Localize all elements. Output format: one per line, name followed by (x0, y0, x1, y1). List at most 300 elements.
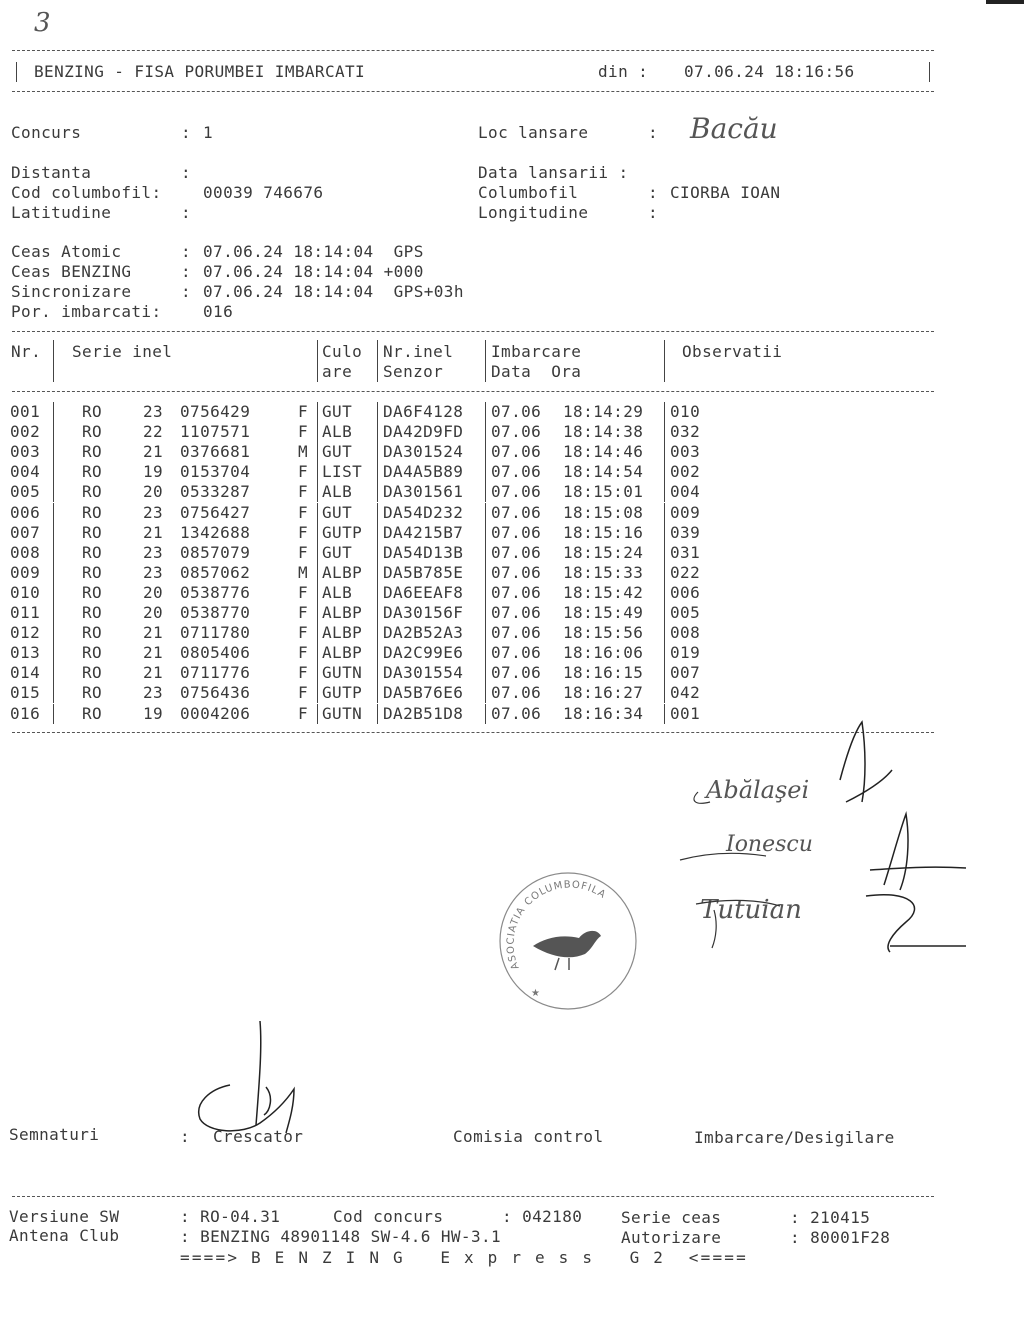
cell-an: 23 (143, 402, 164, 421)
cell-data: 07.06 (491, 462, 542, 482)
cell-sex: F (298, 422, 309, 442)
cell-tara: RO (82, 623, 103, 643)
versiune-sw-label: Versiune SW (9, 1207, 120, 1226)
col-separator (53, 643, 54, 663)
cell-nr: 006 (10, 502, 41, 522)
col-imbarcare-header-1: Imbarcare (491, 342, 582, 361)
serie-ceas-value: : 210415 (790, 1208, 871, 1227)
cell-culoare: ALB (322, 422, 353, 442)
cell-ora: 18:16:06 (563, 643, 644, 663)
cell-inel: 0153704 (180, 462, 251, 482)
cell-nr: 008 (10, 542, 41, 562)
cell-ora: 18:15:49 (563, 603, 644, 622)
col-separator (53, 563, 54, 583)
cell-ora: 18:14:54 (563, 462, 644, 482)
cell-culoare: ALBP (322, 603, 363, 622)
cell-sex: F (298, 683, 309, 703)
cell-senzor: DA54D13B (383, 542, 464, 562)
scan-edge-mark (986, 0, 1024, 4)
cod-columbofil-label: Cod columbofil: (11, 183, 162, 202)
col-separator (53, 583, 54, 603)
cell-an: 19 (143, 462, 164, 482)
cell-ora: 18:15:08 (563, 502, 644, 522)
header-top-rule (12, 50, 934, 51)
cell-an: 23 (143, 502, 164, 522)
cell-sex: M (298, 442, 309, 462)
col-imbarcare-header-2: Data Ora (491, 362, 582, 381)
cell-senzor: DA2C99E6 (383, 643, 464, 663)
col-separator (664, 462, 665, 482)
cell-culoare: GUT (322, 442, 353, 462)
col-separator (317, 442, 318, 462)
signature-name-3: Tutuian (700, 895, 802, 925)
col-separator (53, 482, 54, 502)
colon: : (181, 242, 192, 261)
col-separator (377, 663, 378, 683)
col-separator (377, 583, 378, 603)
cell-tara: RO (82, 442, 103, 462)
cell-senzor: DA2B52A3 (383, 623, 464, 643)
cell-sex: F (298, 703, 309, 723)
cell-culoare: ALBP (322, 623, 363, 643)
col-separator (664, 623, 665, 643)
cell-observatii: 005 (670, 603, 701, 622)
cell-nr: 015 (10, 683, 41, 703)
col-separator (664, 603, 665, 623)
loc-lansare-handwritten: Bacău (690, 112, 778, 145)
cell-observatii: 039 (670, 522, 701, 542)
cell-observatii: 002 (670, 462, 701, 482)
col-separator (485, 704, 486, 724)
col-separator (53, 462, 54, 482)
cell-senzor: DA30156F (383, 603, 464, 622)
data-lansarii-label: Data lansarii : (478, 163, 629, 182)
ceas-atomic-value: 07.06.24 18:14:04 GPS (203, 242, 424, 261)
col-separator (317, 462, 318, 482)
cell-an: 21 (143, 663, 164, 683)
cell-tara: RO (82, 562, 103, 582)
stamp-star: ★ (531, 988, 540, 999)
breeder-signature (190, 1015, 320, 1145)
table-row (10, 462, 730, 482)
cell-inel: 1342688 (180, 522, 251, 542)
cell-inel: 0538770 (180, 603, 251, 622)
cell-nr: 004 (10, 462, 41, 482)
col-separator (377, 422, 378, 442)
col-separator (377, 462, 378, 482)
col-culoare-header-2: are (322, 362, 353, 381)
cell-ora: 18:15:33 (563, 562, 644, 582)
colon: : (648, 123, 659, 142)
cell-observatii: 042 (670, 683, 701, 703)
ceas-benzing-value: 07.06.24 18:14:04 +000 (203, 262, 424, 281)
club-stamp-seal (497, 868, 639, 1014)
colon: : (648, 203, 659, 222)
cell-ora: 18:16:34 (563, 703, 644, 723)
cell-sex: M (298, 562, 309, 582)
col-separator (377, 482, 378, 502)
cell-data: 07.06 (491, 562, 542, 582)
col-separator (485, 583, 486, 603)
col-separator (485, 422, 486, 442)
col-separator (664, 482, 665, 502)
col-separator (317, 623, 318, 643)
cell-data: 07.06 (491, 502, 542, 522)
cell-culoare: ALB (322, 582, 353, 602)
col-separator (485, 683, 486, 703)
stamp-text: ASOCIATIA COLUMBOFILA (505, 879, 608, 972)
sincronizare-label: Sincronizare (11, 282, 132, 301)
colon: : (648, 183, 659, 202)
col-separator (485, 462, 486, 482)
col-separator (317, 683, 318, 703)
col-separator (53, 623, 54, 643)
antena-club-label: Antena Club (9, 1226, 120, 1245)
concurs-label: Concurs (11, 123, 82, 142)
cell-an: 20 (143, 482, 164, 502)
col-separator (53, 340, 54, 382)
cell-an: 20 (143, 582, 164, 602)
cell-sex: F (298, 542, 309, 562)
cell-data: 07.06 (491, 422, 542, 442)
col-separator (317, 583, 318, 603)
cell-culoare: ALBP (322, 562, 363, 582)
distanta-label: Distanta (11, 163, 92, 182)
cell-sex: F (298, 582, 309, 602)
cell-sex: F (298, 623, 309, 643)
col-separator (485, 482, 486, 502)
cell-sex: F (298, 502, 309, 522)
col-separator (317, 663, 318, 683)
cell-ora: 18:15:42 (563, 582, 644, 602)
col-separator (485, 623, 486, 643)
cell-senzor: DA301554 (383, 663, 464, 683)
columbofil-label: Columbofil (478, 183, 579, 202)
col-separator (377, 563, 378, 583)
cell-data: 07.06 (491, 623, 542, 643)
loc-lansare-label: Loc lansare (478, 123, 589, 142)
col-separator (664, 543, 665, 563)
cell-ora: 18:16:27 (563, 683, 644, 703)
cell-culoare: GUTN (322, 663, 363, 683)
table-row (10, 402, 730, 422)
cell-inel: 0756436 (180, 683, 251, 703)
antena-club-value: : BENZING 48901148 SW-4.6 HW-3.1 (180, 1227, 502, 1246)
cell-nr: 012 (10, 623, 41, 643)
cell-nr: 011 (10, 603, 41, 622)
cell-ora: 18:15:56 (563, 623, 644, 643)
semnaturi-colon: : (180, 1127, 191, 1146)
cell-inel: 0711780 (180, 623, 251, 643)
cell-culoare: LIST (322, 462, 363, 482)
cell-observatii: 003 (670, 442, 701, 462)
cell-nr: 013 (10, 643, 41, 663)
cell-an: 23 (143, 562, 164, 582)
cell-senzor: DA301524 (383, 442, 464, 462)
cell-tara: RO (82, 542, 103, 562)
col-serie-header: Serie inel (72, 342, 173, 361)
cell-inel: 0756429 (180, 402, 251, 421)
cell-tara: RO (82, 703, 103, 723)
cod-columbofil-value: 00039 746676 (203, 183, 324, 202)
colon: : (181, 203, 192, 222)
table-row (10, 603, 730, 623)
col-separator (53, 402, 54, 422)
benzing-express-banner: ====> B E N Z I N G E x p r e s s G 2 <==== (180, 1248, 748, 1267)
cell-inel: 0004206 (180, 703, 251, 723)
cell-tara: RO (82, 582, 103, 602)
cell-inel: 0376681 (180, 442, 251, 462)
header-bottom-rule (12, 91, 934, 92)
table-row (10, 482, 730, 502)
col-separator (485, 663, 486, 683)
cell-data: 07.06 (491, 542, 542, 562)
table-row (10, 704, 730, 724)
cell-culoare: GUT (322, 402, 353, 421)
cell-culoare: GUT (322, 542, 353, 562)
col-separator (377, 623, 378, 643)
cell-senzor: DA4215B7 (383, 522, 464, 542)
col-separator (53, 442, 54, 462)
col-separator (485, 603, 486, 623)
col-separator (317, 704, 318, 724)
cell-nr: 005 (10, 482, 41, 502)
col-separator (377, 643, 378, 663)
col-separator (664, 583, 665, 603)
signature-name-1: Abălaşei (706, 776, 810, 804)
latitudine-label: Latitudine (11, 203, 112, 222)
imbarcare-desigilare-label: Imbarcare/Desigilare (694, 1128, 895, 1147)
col-separator (664, 643, 665, 663)
cell-ora: 18:15:24 (563, 542, 644, 562)
crescator-label: Crescator (213, 1127, 304, 1146)
col-separator (317, 402, 318, 422)
col-separator (377, 704, 378, 724)
cell-culoare: GUT (322, 502, 353, 522)
cell-nr: 007 (10, 522, 41, 542)
col-separator (53, 663, 54, 683)
cell-sex: F (298, 522, 309, 542)
table-row (10, 563, 730, 583)
table-row (10, 683, 730, 703)
cell-inel: 0857062 (180, 562, 251, 582)
table-row (10, 503, 730, 523)
col-separator (485, 543, 486, 563)
cell-senzor: DA6F4128 (383, 402, 464, 421)
cell-culoare: GUTP (322, 683, 363, 703)
table-row (10, 442, 730, 462)
cell-senzor: DA301561 (383, 482, 464, 502)
header-right-border (929, 62, 930, 82)
cell-inel: 0538776 (180, 582, 251, 602)
cell-nr: 009 (10, 562, 41, 582)
cell-sex: F (298, 663, 309, 683)
cell-sex: F (298, 643, 309, 663)
header-left-border (16, 62, 17, 82)
col-inel-header-2: Senzor (383, 362, 444, 381)
cell-data: 07.06 (491, 683, 542, 703)
cell-tara: RO (82, 502, 103, 522)
autorizare-value: : 80001F28 (790, 1228, 891, 1247)
cell-an: 23 (143, 542, 164, 562)
col-separator (377, 523, 378, 543)
col-separator (664, 422, 665, 442)
cod-concurs-label: Cod concurs (333, 1207, 444, 1226)
cell-ora: 18:14:46 (563, 442, 644, 462)
cell-an: 20 (143, 603, 164, 622)
cell-observatii: 007 (670, 663, 701, 683)
col-separator (317, 543, 318, 563)
cell-data: 07.06 (491, 522, 542, 542)
cell-inel: 0533287 (180, 482, 251, 502)
col-separator (53, 422, 54, 442)
cell-sex: F (298, 402, 309, 421)
serie-ceas-label: Serie ceas (621, 1208, 722, 1227)
col-separator (485, 442, 486, 462)
col-separator (317, 643, 318, 663)
table-row (10, 623, 730, 643)
col-separator (377, 543, 378, 563)
col-separator (664, 503, 665, 523)
print-datetime: 07.06.24 18:16:56 (684, 62, 855, 81)
footer-top-rule (12, 1196, 934, 1197)
cell-ora: 18:14:38 (563, 422, 644, 442)
signature-name-2: Ionescu (726, 832, 813, 857)
col-separator (377, 683, 378, 703)
cell-tara: RO (82, 522, 103, 542)
longitudine-label: Longitudine (478, 203, 589, 222)
table-row (10, 663, 730, 683)
ceas-atomic-label: Ceas Atomic (11, 242, 122, 261)
cell-sex: F (298, 462, 309, 482)
din-label: din : (598, 62, 649, 81)
sincronizare-value: 07.06.24 18:14:04 GPS+03h (203, 282, 464, 301)
cell-data: 07.06 (491, 402, 542, 421)
committee-signature-scribbles (670, 710, 970, 970)
table-row (10, 543, 730, 563)
table-row (10, 523, 730, 543)
cell-tara: RO (82, 422, 103, 442)
cell-tara: RO (82, 683, 103, 703)
comisia-control-label: Comisia control (453, 1127, 604, 1146)
table-header-bottom-rule (12, 391, 934, 392)
cell-data: 07.06 (491, 482, 542, 502)
cell-culoare: ALBP (322, 643, 363, 663)
col-separator (53, 704, 54, 724)
table-row (10, 422, 730, 442)
cell-data: 07.06 (491, 643, 542, 663)
col-separator (53, 503, 54, 523)
cell-observatii: 006 (670, 582, 701, 602)
col-separator (53, 683, 54, 703)
ceas-benzing-label: Ceas BENZING (11, 262, 132, 281)
cell-culoare: ALB (322, 482, 353, 502)
col-separator (377, 603, 378, 623)
col-separator (317, 523, 318, 543)
col-observatii-header: Observatii (682, 342, 783, 361)
cell-observatii: 004 (670, 482, 701, 502)
cell-inel: 0857079 (180, 542, 251, 562)
col-separator (664, 442, 665, 462)
cell-observatii: 010 (670, 402, 701, 421)
col-separator (317, 482, 318, 502)
cell-ora: 18:15:01 (563, 482, 644, 502)
col-separator (485, 503, 486, 523)
cell-observatii: 022 (670, 562, 701, 582)
cell-culoare: GUTN (322, 703, 363, 723)
table-header-top-rule (12, 331, 934, 332)
cell-observatii: 032 (670, 422, 701, 442)
cell-an: 21 (143, 623, 164, 643)
cell-observatii: 031 (670, 542, 701, 562)
cell-tara: RO (82, 402, 103, 421)
cell-inel: 0756427 (180, 502, 251, 522)
cell-ora: 18:14:29 (563, 402, 644, 421)
svg-text:ASOCIATIA COLUMBOFILA (505, 880, 607, 972)
col-separator (317, 422, 318, 442)
columbofil-value: CIORBA IOAN (670, 183, 781, 202)
cell-tara: RO (82, 663, 103, 683)
cell-sex: F (298, 603, 309, 622)
col-separator (485, 643, 486, 663)
cell-senzor: DA2B51D8 (383, 703, 464, 723)
semnaturi-label: Semnaturi (9, 1125, 100, 1144)
cell-nr: 010 (10, 582, 41, 602)
versiune-sw-value: : RO-04.31 (180, 1207, 281, 1226)
colon: : (181, 123, 192, 142)
cell-senzor: DA54D232 (383, 502, 464, 522)
col-nr-header: Nr. (11, 342, 42, 361)
col-separator (485, 402, 486, 422)
cell-an: 21 (143, 643, 164, 663)
cell-data: 07.06 (491, 663, 542, 683)
cell-inel: 1107571 (180, 422, 251, 442)
col-separator (377, 340, 378, 382)
cell-an: 21 (143, 442, 164, 462)
col-inel-header-1: Nr.inel (383, 342, 454, 361)
cell-nr: 003 (10, 442, 41, 462)
cell-nr: 001 (10, 402, 41, 421)
cell-tara: RO (82, 462, 103, 482)
col-separator (664, 704, 665, 724)
cell-ora: 18:15:16 (563, 522, 644, 542)
table-row (10, 583, 730, 603)
cell-observatii: 008 (670, 623, 701, 643)
cell-an: 22 (143, 422, 164, 442)
col-separator (664, 683, 665, 703)
col-separator (377, 503, 378, 523)
porumbei-imbarcati-value: 016 (203, 302, 234, 321)
col-separator (317, 603, 318, 623)
cell-observatii: 001 (670, 703, 701, 723)
col-separator (53, 523, 54, 543)
table-row (10, 643, 730, 663)
col-separator (664, 523, 665, 543)
col-separator (317, 503, 318, 523)
colon: : (181, 163, 192, 182)
col-separator (53, 543, 54, 563)
col-separator (317, 563, 318, 583)
cell-nr: 016 (10, 703, 41, 723)
col-separator (664, 340, 665, 382)
col-separator (485, 340, 486, 382)
corner-number: 3 (34, 8, 51, 38)
document-title: BENZING - FISA PORUMBEI IMBARCATI (34, 62, 366, 81)
cell-tara: RO (82, 482, 103, 502)
col-separator (664, 663, 665, 683)
cell-an: 19 (143, 703, 164, 723)
col-culoare-header-1: Culo (322, 342, 363, 361)
